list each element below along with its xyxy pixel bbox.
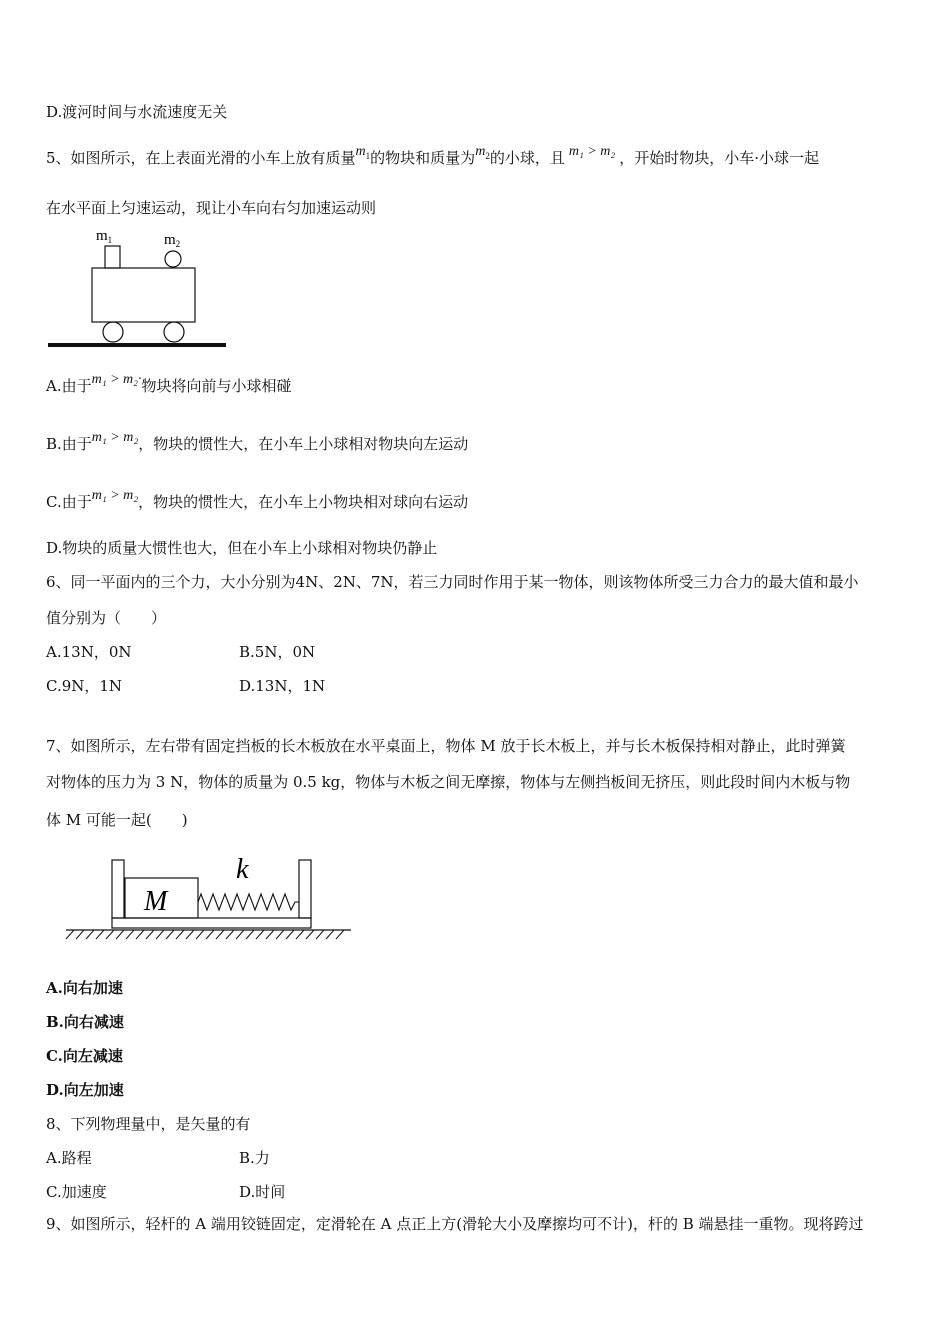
q5-option-c-relation: m₁ > m₂ [91,488,139,503]
q7-right-wall [299,860,311,918]
q5-fig-label-m1: $m_1$ [96,228,113,245]
q7-board [112,918,311,928]
q5-stem-c: 的小球，且 [489,149,565,167]
q7-fig-label-m: M [144,886,168,917]
q5-option-a-relation: m₁ > m₂· [91,372,142,387]
q7-spring [198,894,299,910]
q5-ball-m2 [165,251,181,267]
q8-option-d: D.时间 [239,1183,286,1201]
q8-option-a: A.路程 [46,1149,92,1167]
q5-option-a: A.由于m₁ > m₂·物块将向前与小球相碰 [46,372,292,395]
q7-stem-line1: 7、如图所示，左右带有固定挡板的长木板放在水平桌面上，物体 M 放于长木板上，并与长木板保持相对静止，此时弹簧 [46,737,846,755]
q5-m2: $m_2$ [475,144,490,161]
q5-stem-d: ，开始时物块，小车·小球一起 [619,149,820,167]
q5-m1: $m_1$ [355,144,371,161]
q6-option-c: C.9N，1N [46,677,123,695]
q6-option-a: A.13N，0N [46,643,132,661]
q5-cart-body [92,268,195,322]
q5-option-b-relation: m₁ > m₂ [91,430,139,445]
q7-stem-line2: 对物体的压力为 3 N，物体的质量为 0.5 kg，物体与木板之间无摩擦，物体与左侧挡板间无挤压，则此段时间内木板与物 [46,773,851,791]
q5-stem-b: 的物块和质量为 [370,149,476,167]
q7-option-d: D.向左加速 [46,1081,124,1099]
q5-option-d: D.物块的质量大惯性也大，但在小车上小球相对物块仍静止 [46,539,438,557]
q7-option-b: B.向右减速 [46,1013,124,1031]
q7-option-a: A.向右加速 [46,979,123,997]
q5-cart-figure [44,222,234,352]
q8-option-c: C.加速度 [46,1183,107,1201]
q6-option-b: B.5N，0N [239,643,316,661]
q5-block-m1 [105,246,120,268]
q5-stem-line2: 在水平面上匀速运动，现让小车向右匀加速运动则 [46,199,377,217]
q5-cart-wheel-left [103,322,123,342]
q7-spring-figure [62,850,354,942]
q5-stem-line1 [46,144,820,174]
q6-stem-line2: 值分别为（ ） [46,609,167,627]
q6-option-d: D.13N，1N [239,677,326,695]
q8-option-b: B.力 [239,1149,270,1167]
q5-option-b: B.由于m₁ > m₂，物块的惯性大，在小车上小球相对物块向左运动 [46,430,469,453]
q8-stem: 8、下列物理量中，是矢量的有 [46,1115,251,1133]
q4-option-d: D.渡河时间与水流速度无关 [46,103,228,121]
q7-table-hatch [66,930,344,939]
q5-fig-label-m2: $m_2$ [164,232,181,249]
q5-relation: m₁ > m₂ [568,144,616,159]
q9-stem-line1: 9、如图所示，轻杆的 A 端用铰链固定，定滑轮在 A 点正上方(滑轮大小及摩擦均可不计)，杆的 B 端悬挂一重物。现将跨过 [46,1215,864,1233]
q5-ground [48,343,226,347]
q6-stem-line1: 6、同一平面内的三个力，大小分别为4N、2N、7N，若三力同时作用于某一物体，则该物体所受三力合力的最大值和最小 [46,573,859,591]
q5-cart-wheel-right [164,322,184,342]
q7-left-wall [112,860,124,918]
q7-stem-line3: 体 M 可能一起( ) [46,811,188,829]
q5-stem-a: 5、如图所示，在上表面光滑的小车上放有质量 [46,149,356,167]
q7-fig-label-k: k [236,854,249,885]
q5-option-c: C.由于m₁ > m₂，物块的惯性大，在小车上小物块相对球向右运动 [46,488,469,511]
q7-option-c: C.向左减速 [46,1047,123,1065]
